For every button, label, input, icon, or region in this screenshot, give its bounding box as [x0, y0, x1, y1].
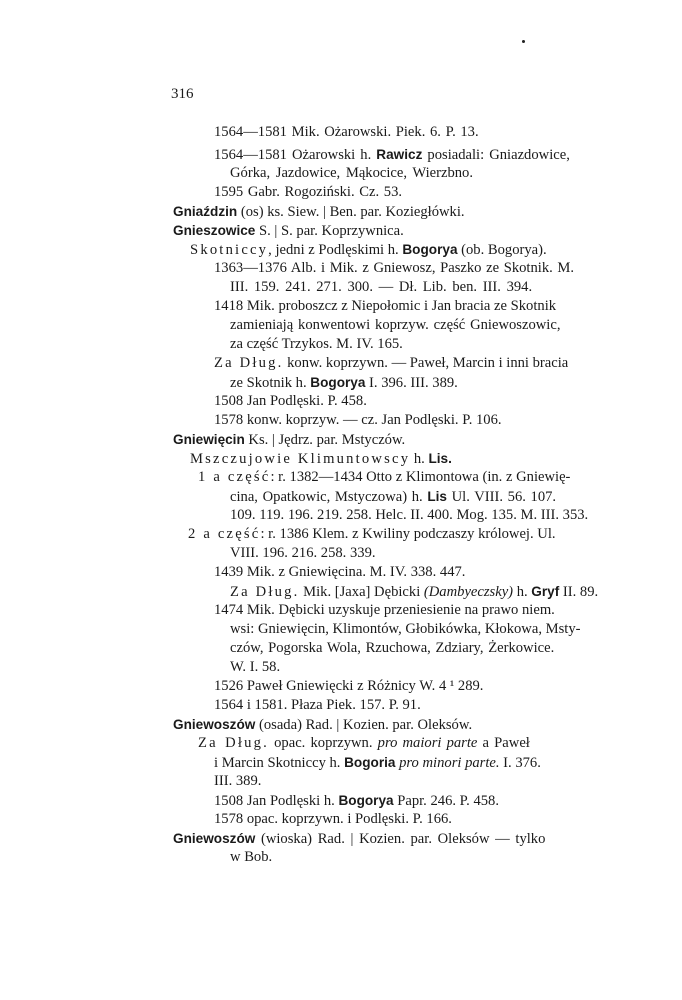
entry-heading: Gniewoszów — [173, 831, 256, 846]
text-line: Za Dług. konw. koprzywn. — Paweł, Marcin i inni bracia — [214, 355, 569, 371]
text-line: Górka, Jazdowice, Mąkocice, Wierzbno. — [230, 165, 474, 181]
heraldic-name: Gryf — [531, 584, 560, 599]
text-line: 109. 119. 196. 219. 258. Helc. II. 400. Mog. 135. M. III. 353. — [230, 507, 589, 523]
entry-line: Gniaździn (os) ks. Siew. | Ben. par. Koziegłówki. — [173, 204, 465, 220]
text-line: Skotniccy, jedni z Podlęskimi h. Bogorya (ob. Bogorya). — [190, 242, 547, 258]
entry-line: Gniewoszów (osada) Rad. | Kozien. par. Oleksów. — [173, 717, 473, 733]
text-line: i Marcin Skotniccy h. Bogoria pro minori parte. I. 376. — [214, 755, 541, 771]
entry-heading: Gniewoszów — [173, 717, 256, 732]
text-line: III. 389. — [214, 773, 262, 789]
text-line: cina, Opatkowic, Mstyczowa) h. Lis Ul. VIII. 56. 107. — [230, 489, 557, 505]
text-line: w Bob. — [230, 849, 273, 865]
text-line: 1526 Paweł Gniewięcki z Różnicy W. 4 ¹ 289. — [214, 678, 484, 694]
scan-speck — [522, 40, 525, 43]
text-line: za część Trzykos. M. IV. 165. — [230, 336, 403, 352]
heraldic-name: Bogorya — [310, 375, 366, 390]
heraldic-name: Rawicz — [376, 147, 423, 162]
text-line: czów, Pogorska Wola, Rzuchowa, Zdziary, Żerkowice. — [230, 640, 555, 656]
text-line: W. I. 58. — [230, 659, 281, 675]
text-line: Za Dług. Mik. [Jaxa] Dębicki (Dambyeczsky) h. Gryf II. 89. — [230, 584, 599, 600]
heraldic-name: Bogoria — [344, 755, 396, 770]
text-line: 1508 Jan Podlęski. P. 458. — [214, 393, 367, 409]
text-line: 1578 konw. koprzyw. — cz. Jan Podlęski. P. 106. — [214, 412, 502, 428]
text-line: VIII. 196. 216. 258. 339. — [230, 545, 376, 561]
entry-line: Gniewięcin Ks. | Jędrz. par. Mstyczów. — [173, 432, 406, 448]
page-number: 316 — [171, 86, 194, 102]
heraldic-name: Bogorya — [338, 793, 394, 808]
text-line: 1363—1376 Alb. i Mik. z Gniewosz, Paszko ze Skotnik. M. — [214, 260, 575, 276]
text-line: 1578 opac. koprzywn. i Podlęski. P. 166. — [214, 811, 452, 827]
entry-line: Gniewoszów (wioska) Rad. | Kozien. par. Oleksów — tylko — [173, 831, 546, 847]
text-line: 1508 Jan Podlęski h. Bogorya Papr. 246. P. 458. — [214, 793, 500, 809]
entry-line: Gnieszowice S. | S. par. Koprzywnica. — [173, 223, 404, 239]
text-line: Mszczujowie Klimuntowscy h. Lis. — [190, 451, 452, 467]
text-line: Za Dług. opac. koprzywn. pro maiori parte a Paweł — [198, 735, 530, 751]
text-line: 1564—1581 Ożarowski h. Rawicz posiadali: Gniazdowice, — [214, 147, 570, 163]
text-line: 1564 i 1581. Płaza Piek. 157. P. 91. — [214, 697, 421, 713]
text-line: 1564—1581 Mik. Ożarowski. Piek. 6. P. 13. — [214, 124, 479, 140]
text-line: 1 a część: r. 1382—1434 Otto z Klimontowa (in. z Gniewię- — [198, 469, 571, 485]
entry-heading: Gniewięcin — [173, 432, 245, 447]
text-line: 1439 Mik. z Gniewięcina. M. IV. 338. 447. — [214, 564, 466, 580]
text-line: 1474 Mik. Dębicki uzyskuje przeniesienie na prawo niem. — [214, 602, 555, 618]
heraldic-name: Lis. — [428, 451, 452, 466]
text-line: zamieniają konwentowi koprzyw. część Gniewoszowic, — [230, 317, 561, 333]
text-line: 2 a część: r. 1386 Klem. z Kwiliny podczaszy królowej. Ul. — [188, 526, 556, 542]
text-line: III. 159. 241. 271. 300. — Dł. Lib. ben. III. 394. — [230, 279, 533, 295]
heraldic-name: Lis — [427, 489, 447, 504]
entry-heading: Gniaździn — [173, 204, 238, 219]
text-line: 1595 Gabr. Rogoziński. Cz. 53. — [214, 184, 403, 200]
text-line: wsi: Gniewięcin, Klimontów, Głobikówka, Kłokowa, Msty- — [230, 621, 581, 637]
text-line: 1418 Mik. proboszcz z Niepołomic i Jan bracia ze Skotnik — [214, 298, 557, 314]
text-line: ze Skotnik h. Bogorya I. 396. III. 389. — [230, 375, 458, 391]
entry-heading: Gnieszowice — [173, 223, 256, 238]
heraldic-name: Bogorya — [402, 242, 458, 257]
